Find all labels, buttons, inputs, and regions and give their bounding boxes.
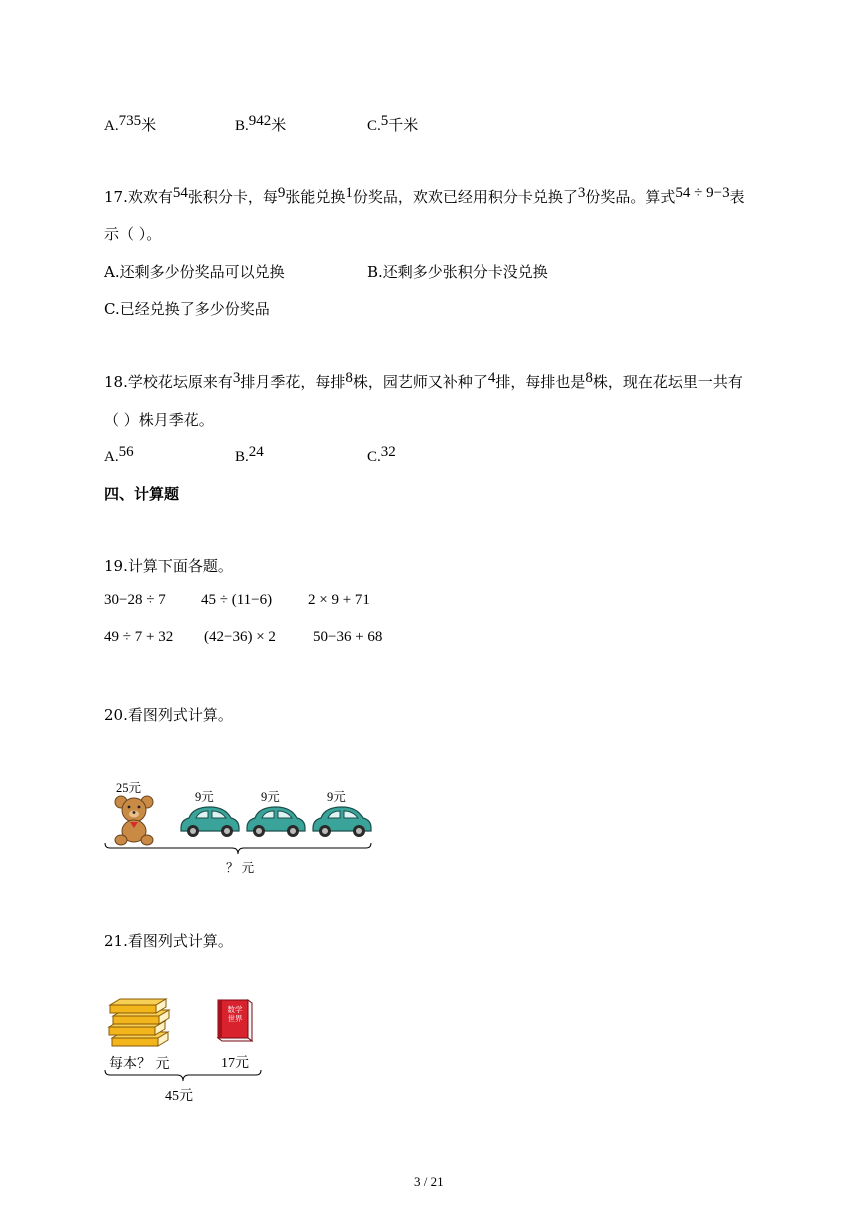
q19-title: 19.计算下面各题。 [104, 557, 233, 575]
total-price-label: ？ 元 [226, 861, 255, 875]
car-icon [311, 804, 373, 838]
q18-question-line2: （ ）株月季花。 [104, 411, 214, 429]
q17-option-c: C.已经兑换了多少份奖品 [104, 300, 270, 318]
q17-option-b: B.还剩多少张积分卡没兑换 [367, 263, 548, 281]
q19-expr-5: (42−36) × 2 [204, 629, 276, 645]
bear-price-label: 25元 [116, 781, 142, 795]
q19-expr-3: 2 × 9 + 71 [308, 592, 370, 608]
total-brace [104, 842, 372, 856]
book-stack-icon [106, 998, 172, 1050]
q16-option-a: A.$^{735}$米 [104, 113, 157, 134]
car-icon [245, 804, 307, 838]
section-heading: 四、计算题 [104, 485, 180, 503]
q17-question-line2: 示（ ）。 [104, 225, 162, 243]
q21-title: 21.看图列式计算。 [104, 932, 233, 950]
q16-option-c: C.$^5$千米 [367, 113, 419, 134]
q20-title: 20.看图列式计算。 [104, 706, 233, 724]
total-price-label: 45元 [165, 1089, 193, 1104]
teddy-bear-icon [112, 794, 156, 846]
q18-option-c: C.$^{32}$ [367, 444, 396, 465]
q19-expr-2: 45 ÷ (11−6) [201, 592, 273, 608]
per-book-price-label: 每本？ 元 [109, 1056, 170, 1072]
q18-question-line1: 18.学校花坛原来有$^3$排月季花，每排$^8$株，园艺师又补种了$^4$排，每排也是$^8$株，现在花坛里一共有 [104, 370, 743, 391]
q19-expr-6: 50−36 + 68 [313, 629, 383, 645]
car-price-label-1: 9元 [195, 790, 214, 804]
book-cover-title: 数学 世界 [227, 1005, 243, 1023]
q19-expr-4: 49 ÷ 7 + 32 [104, 629, 174, 645]
math-book-price-label: 17元 [221, 1056, 249, 1071]
q17-question-line1: 17.欢欢有$^{54}$张积分卡，每$^9$张能兑换$^1$份奖品，欢欢已经用积分卡兑换了$^3$份奖品。算式$^{54 \div 9-3}$表 [104, 185, 745, 206]
q16-option-b: B.$^{942}$米 [235, 113, 287, 134]
car-price-label-3: 9元 [327, 790, 346, 804]
q19-expr-1: 30−28 ÷ 7 [104, 592, 166, 608]
total-brace [104, 1069, 262, 1083]
q17-option-a: A.还剩多少份奖品可以兑换 [104, 263, 285, 281]
car-icon [179, 804, 241, 838]
q18-option-b: B.$^{24}$ [235, 444, 264, 465]
math-book-icon [214, 998, 252, 1042]
car-price-label-2: 9元 [261, 790, 280, 804]
page-number: 3 / 21 [414, 1174, 444, 1189]
q18-option-a: A.$^{56}$ [104, 444, 134, 465]
